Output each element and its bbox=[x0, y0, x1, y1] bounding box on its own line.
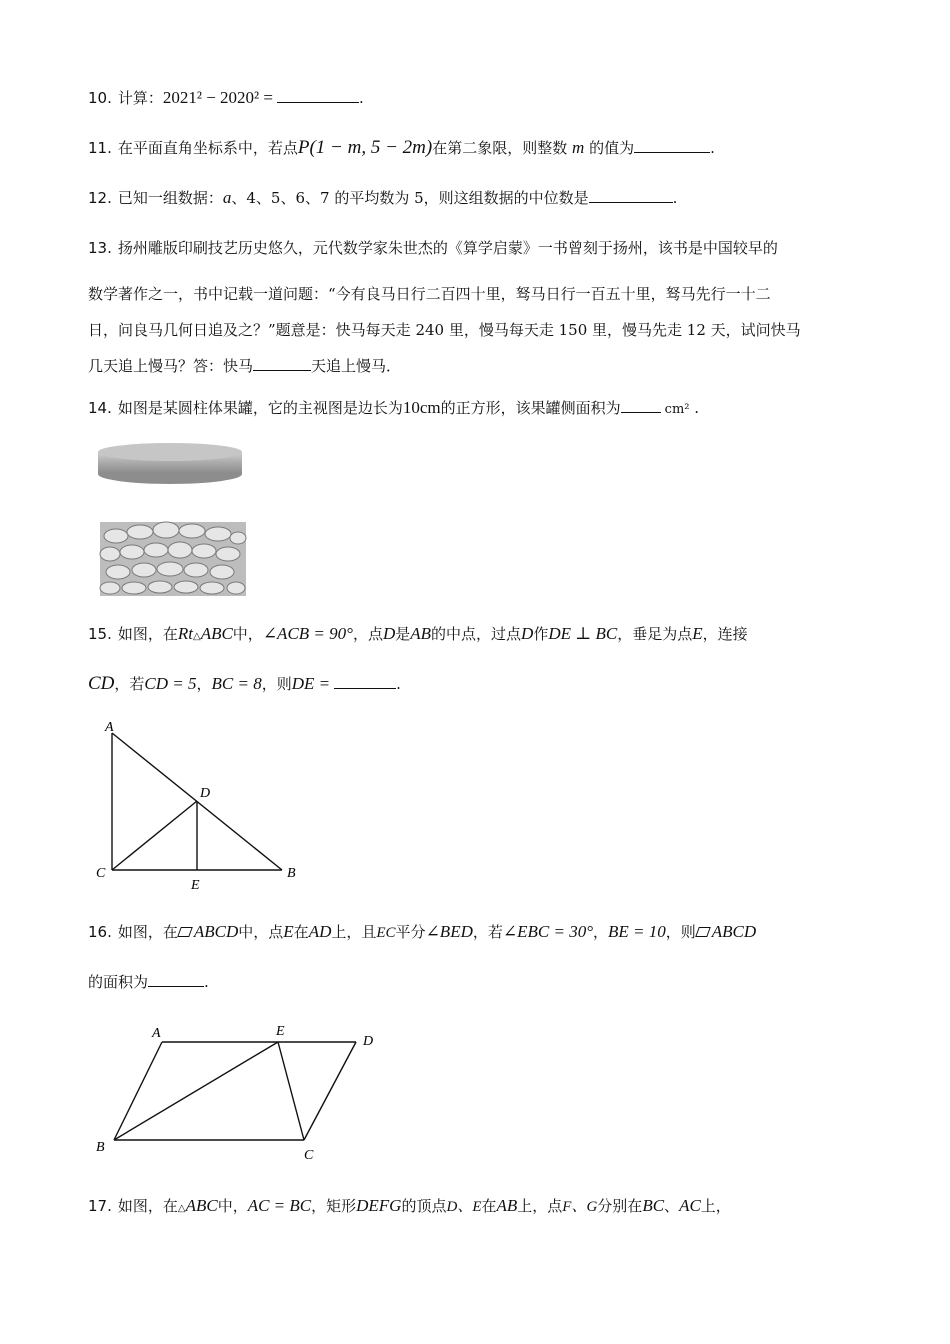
segment-cd bbox=[304, 1042, 356, 1140]
question-number: 10. bbox=[88, 89, 112, 107]
label-a: A bbox=[105, 720, 114, 735]
fruit-jar-image bbox=[96, 438, 248, 598]
question-number: 17. bbox=[88, 1197, 112, 1215]
question-13-line1: 13. 扬州雕版印刷技艺历史悠久，元代数学家朱世杰的《算学启蒙》一书曾刻于扬州，该书是中国较早的 bbox=[88, 239, 778, 257]
question-number: 12. bbox=[88, 189, 112, 207]
label-a: A bbox=[152, 1026, 161, 1041]
answer-blank bbox=[148, 972, 204, 987]
question-17: 17. 如图，在△ABC中，AC = BC，矩形DEFG的顶点D、E在AB上，点F、G分别在BC、AC上， bbox=[88, 1196, 731, 1215]
question-16-line1: 16. 如图，在 ABCD中，点E在AD上，且EC平分∠BED，若∠EBC = 30°，BE = 10，则 ABCD bbox=[88, 922, 757, 941]
answer-blank bbox=[589, 188, 673, 203]
question-10: 10. 计算：2021² − 2020² = . bbox=[88, 88, 364, 107]
point-p: P(1 − m, 5 − 2m) bbox=[297, 137, 433, 158]
label-c: C bbox=[96, 866, 106, 881]
question-number: 16. bbox=[88, 923, 112, 941]
answer-blank bbox=[621, 398, 661, 413]
parallelogram-figure-16 bbox=[90, 1015, 390, 1165]
question-number: 15. bbox=[88, 625, 112, 643]
question-number: 11. bbox=[88, 139, 112, 157]
jar-lid bbox=[98, 443, 242, 484]
answer-blank bbox=[334, 674, 396, 689]
label-d: D bbox=[200, 786, 211, 801]
question-number: 14. bbox=[88, 399, 112, 417]
segment-ec bbox=[278, 1042, 304, 1140]
question-16-line2: 的面积为 . bbox=[88, 973, 209, 991]
triangle-figure-15 bbox=[90, 715, 310, 895]
segment-cd bbox=[112, 801, 197, 870]
question-12: 12. 已知一组数据：a、4、5、6、7 的平均数为 5，则这组数据的中位数是 . bbox=[88, 188, 678, 207]
triangle-icon: △ bbox=[192, 631, 201, 642]
answer-blank bbox=[634, 138, 710, 153]
question-13-line4: 几天追上慢马？答：快马 天追上慢马． bbox=[88, 357, 402, 375]
label-e: E bbox=[276, 1024, 285, 1039]
label-b: B bbox=[287, 866, 296, 881]
question-13-line2: 数学著作之一，书中记载一道问题：“今有良马日行二百四十里，驽马日行一百五十里，驽马先行一十二 bbox=[88, 285, 771, 303]
parallelogram-icon bbox=[177, 927, 193, 937]
label-e: E bbox=[191, 878, 200, 893]
question-13-line3: 日，问良马几何日追及之？”题意是：快马每天走 240 里，慢马每天走 150 里，慢马先走 12 天，试问快马 bbox=[88, 321, 801, 339]
jar-body bbox=[100, 522, 246, 596]
label-d: D bbox=[363, 1034, 374, 1049]
triangle-icon: △ bbox=[177, 1203, 186, 1214]
question-11: 11. 在平面直角坐标系中，若点P(1 − m, 5 − 2m)在第二象限，则整数 m 的值为 . bbox=[88, 137, 715, 158]
question-15-line1: 15. 如图，在Rt△ABC中，∠ACB = 90°，点D是AB的中点，过点D作DE ⊥ BC，垂足为点E，连接 bbox=[88, 624, 748, 643]
label-c: C bbox=[304, 1148, 314, 1163]
question-14: 14. 如图是某圆柱体果罐，它的主视图是边长为10cm的正方形，该果罐侧面积为 cm² . bbox=[88, 398, 700, 417]
answer-blank bbox=[253, 356, 311, 371]
label-b: B bbox=[96, 1140, 105, 1155]
question-number: 13. bbox=[88, 239, 112, 257]
answer-blank bbox=[277, 88, 359, 103]
question-15-line2: CD，若CD = 5，BC = 8，则DE = . bbox=[88, 673, 401, 694]
parallelogram-icon bbox=[695, 927, 711, 937]
expression: 2021² − 2020² = bbox=[162, 88, 273, 107]
